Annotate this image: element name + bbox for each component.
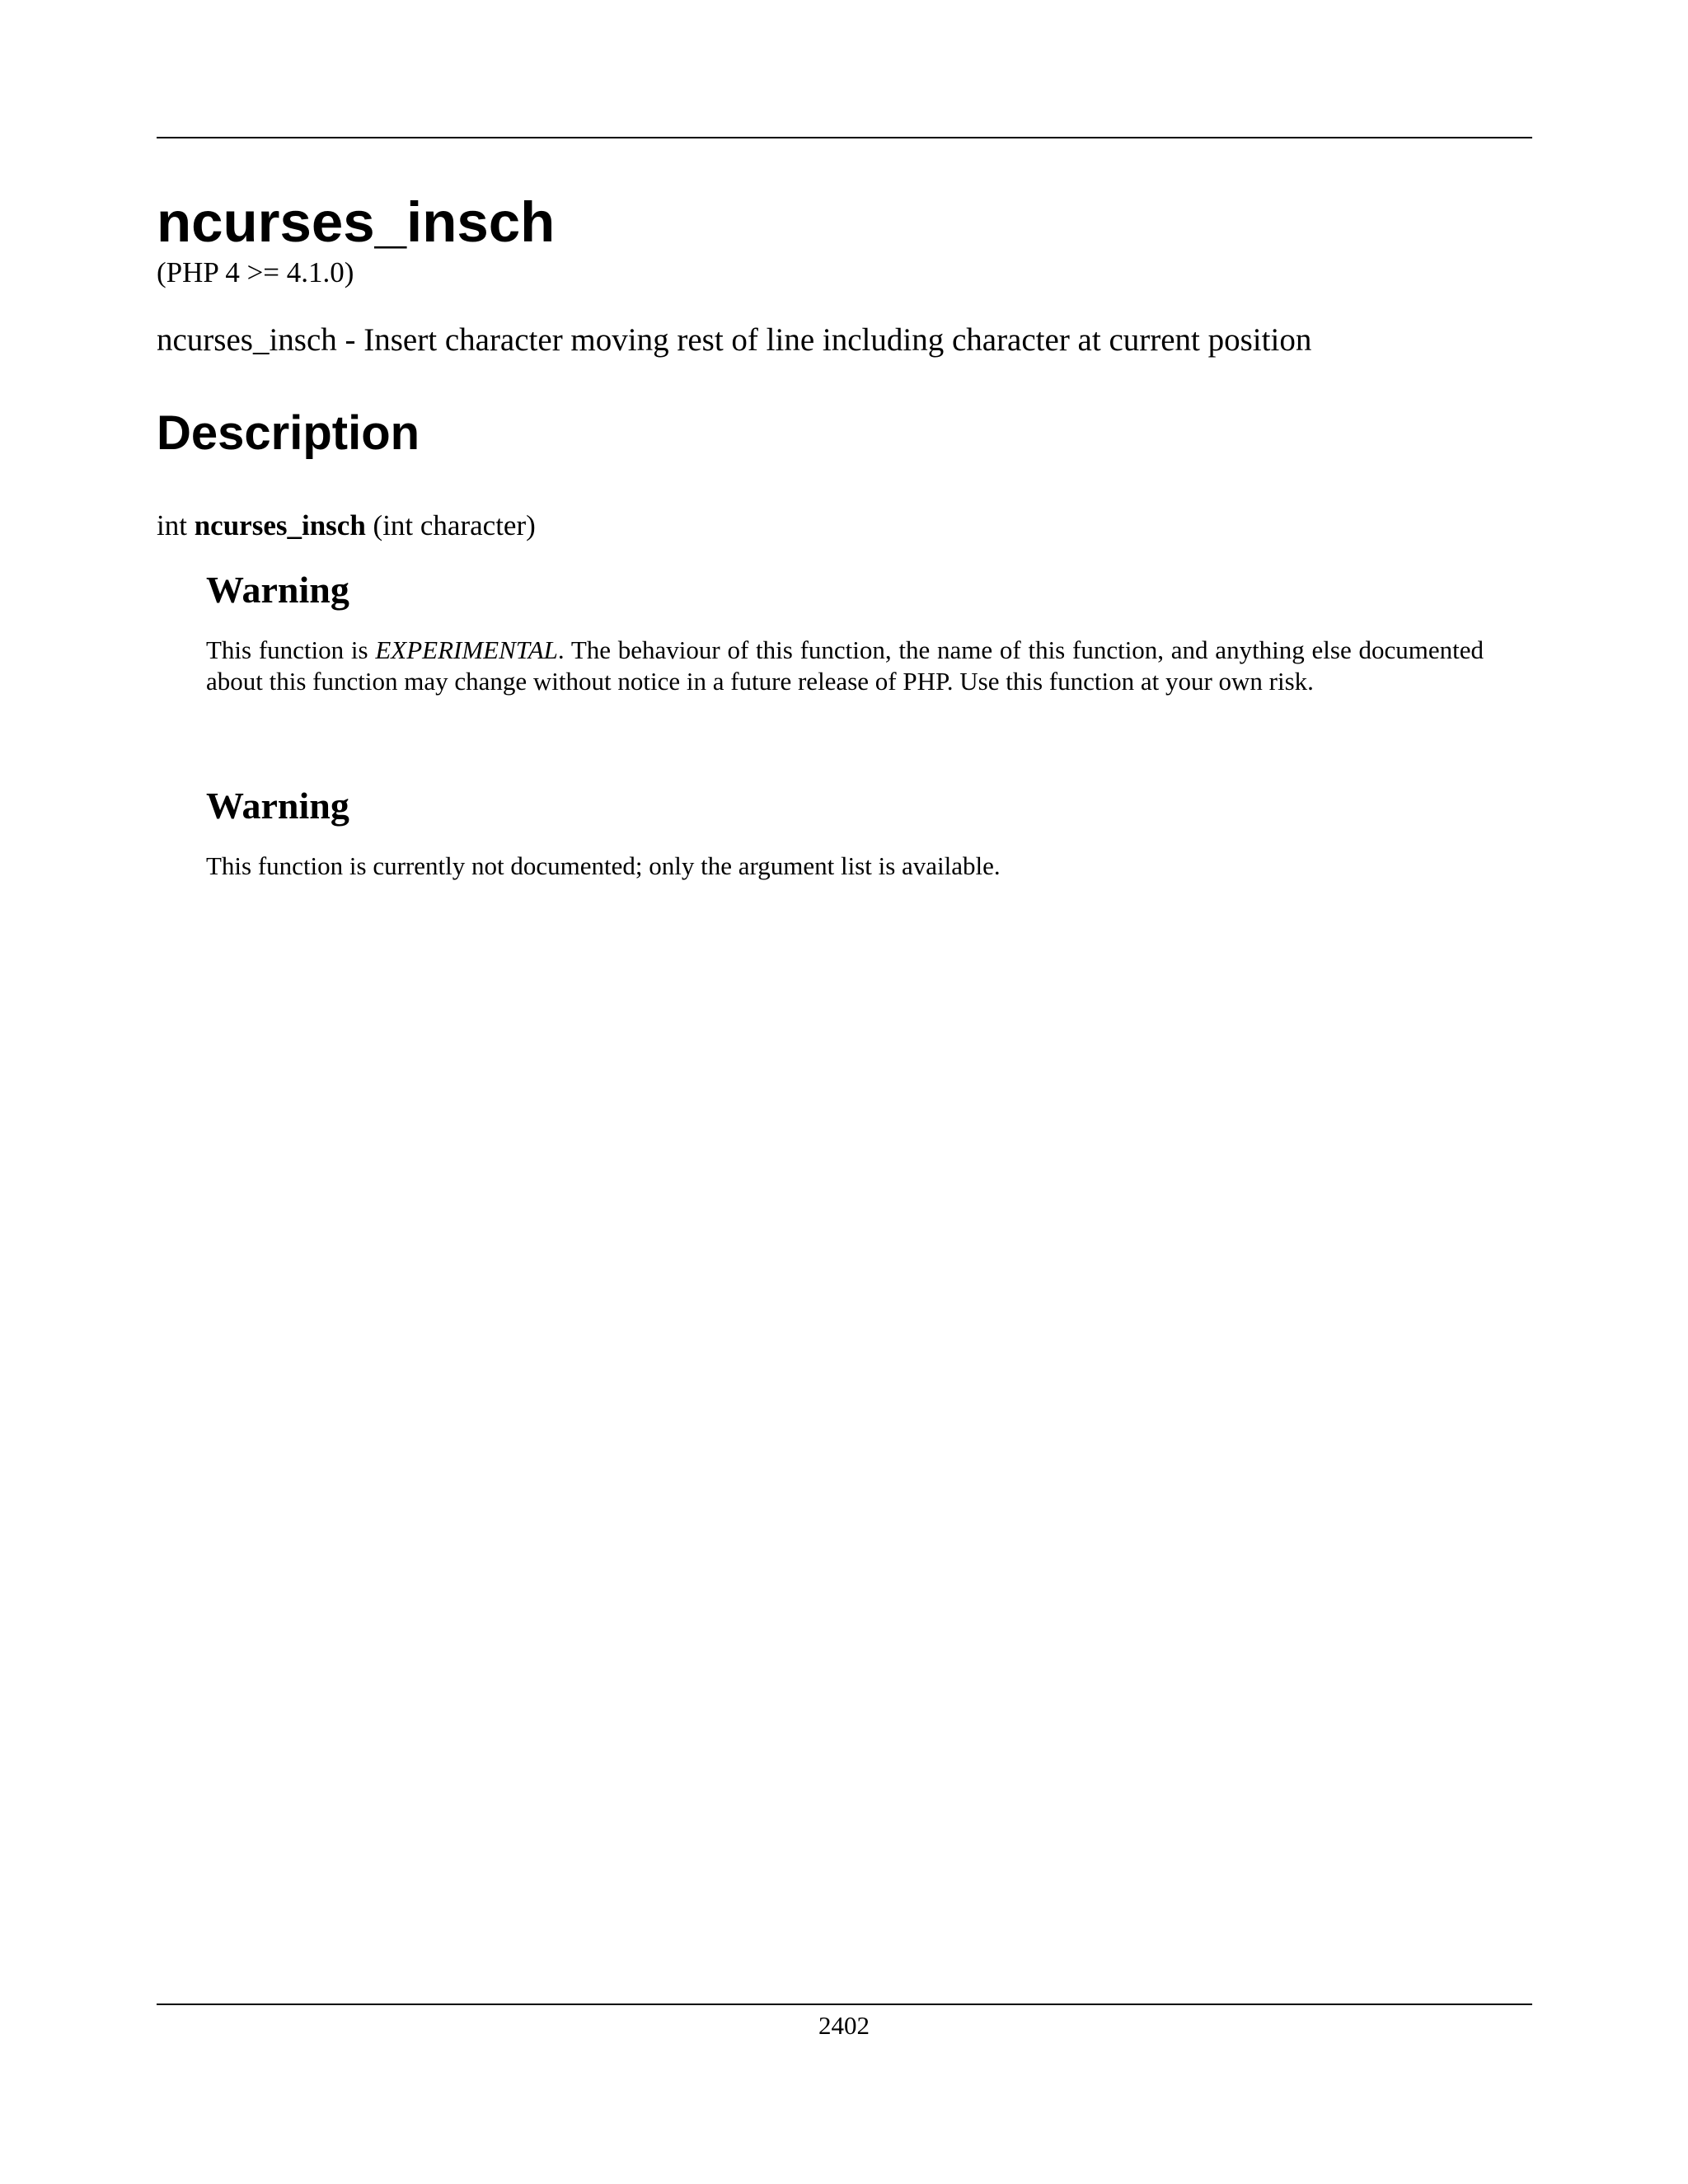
warning-text: This function is currently not documented; only the argument list is available. [206, 851, 1001, 880]
version-info: (PHP 4 >= 4.1.0) [157, 256, 354, 288]
footer-rule [157, 2004, 1532, 2005]
description-heading: Description [157, 406, 420, 460]
function-purpose: ncurses_insch - Insert character moving rest of line including character at current position [157, 322, 1312, 358]
experimental-warning [206, 567, 1484, 696]
synopsis-params: (int character) [373, 509, 536, 541]
return-type: int [157, 509, 187, 541]
warning-title: Warning [206, 785, 349, 827]
warning-text: This function is EXPERIMENTAL. The behaviour of this function, the name of this function, and anything else documented about this function may change without notice in a future release of PHP. Use this function at your own risk. [206, 635, 1484, 696]
header-rule [157, 137, 1532, 138]
page-number: 2402 [818, 2011, 870, 2040]
warning-title: Warning [206, 569, 349, 611]
synopsis-function-name: ncurses_insch [194, 509, 366, 541]
undocumented-warning [206, 783, 1484, 882]
experimental-emphasis: EXPERIMENTAL [375, 635, 558, 664]
function-title: ncurses_insch [157, 190, 556, 254]
function-synopsis [157, 508, 536, 544]
